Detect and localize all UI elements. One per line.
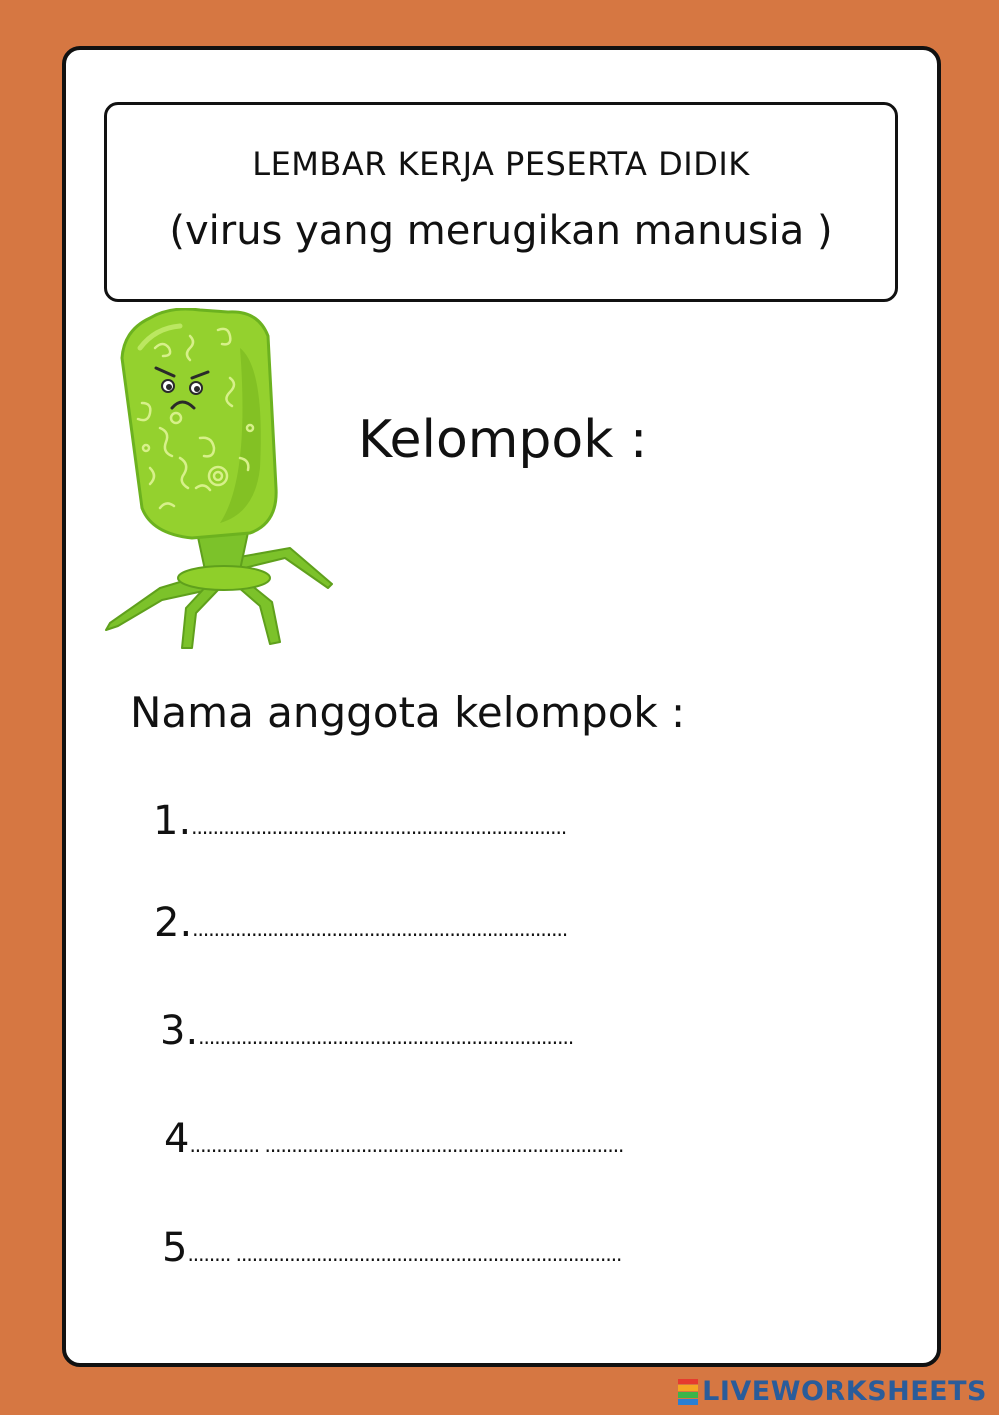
liveworksheets-icon bbox=[678, 1379, 698, 1405]
member-dotted-line: ...................................................................... bbox=[191, 815, 567, 839]
brand-text: LIVEWORKSHEETS bbox=[702, 1376, 987, 1407]
worksheet-subtitle: (virus yang merugikan manusia ) bbox=[169, 208, 833, 254]
member-line-1[interactable] bbox=[153, 798, 566, 844]
member-line-2[interactable] bbox=[154, 900, 567, 946]
member-dotted-line: ........ ........................................................................ bbox=[187, 1242, 622, 1266]
member-line-3[interactable] bbox=[160, 1008, 573, 1054]
member-dotted-line: ...................................................................... bbox=[198, 1025, 574, 1049]
member-dotted-line: ............. ................................................................... bbox=[189, 1133, 624, 1157]
member-number: 2. bbox=[154, 900, 193, 946]
member-number: 1. bbox=[153, 798, 192, 844]
worksheet-page bbox=[62, 46, 941, 1367]
header-box bbox=[104, 102, 898, 302]
members-label: Nama anggota kelompok : bbox=[130, 688, 686, 737]
member-line-5[interactable] bbox=[162, 1225, 621, 1271]
liveworksheets-logo[interactable] bbox=[678, 1376, 987, 1407]
member-number: 4 bbox=[164, 1116, 190, 1162]
member-number: 3. bbox=[160, 1008, 199, 1054]
member-dotted-line: ...................................................................... bbox=[192, 917, 568, 941]
group-label: Kelompok : bbox=[358, 410, 648, 470]
member-number: 5 bbox=[162, 1225, 188, 1271]
worksheet-title: LEMBAR KERJA PESERTA DIDIK bbox=[252, 145, 750, 183]
angry-virus-illustration bbox=[100, 308, 336, 653]
member-line-4[interactable] bbox=[164, 1116, 623, 1162]
